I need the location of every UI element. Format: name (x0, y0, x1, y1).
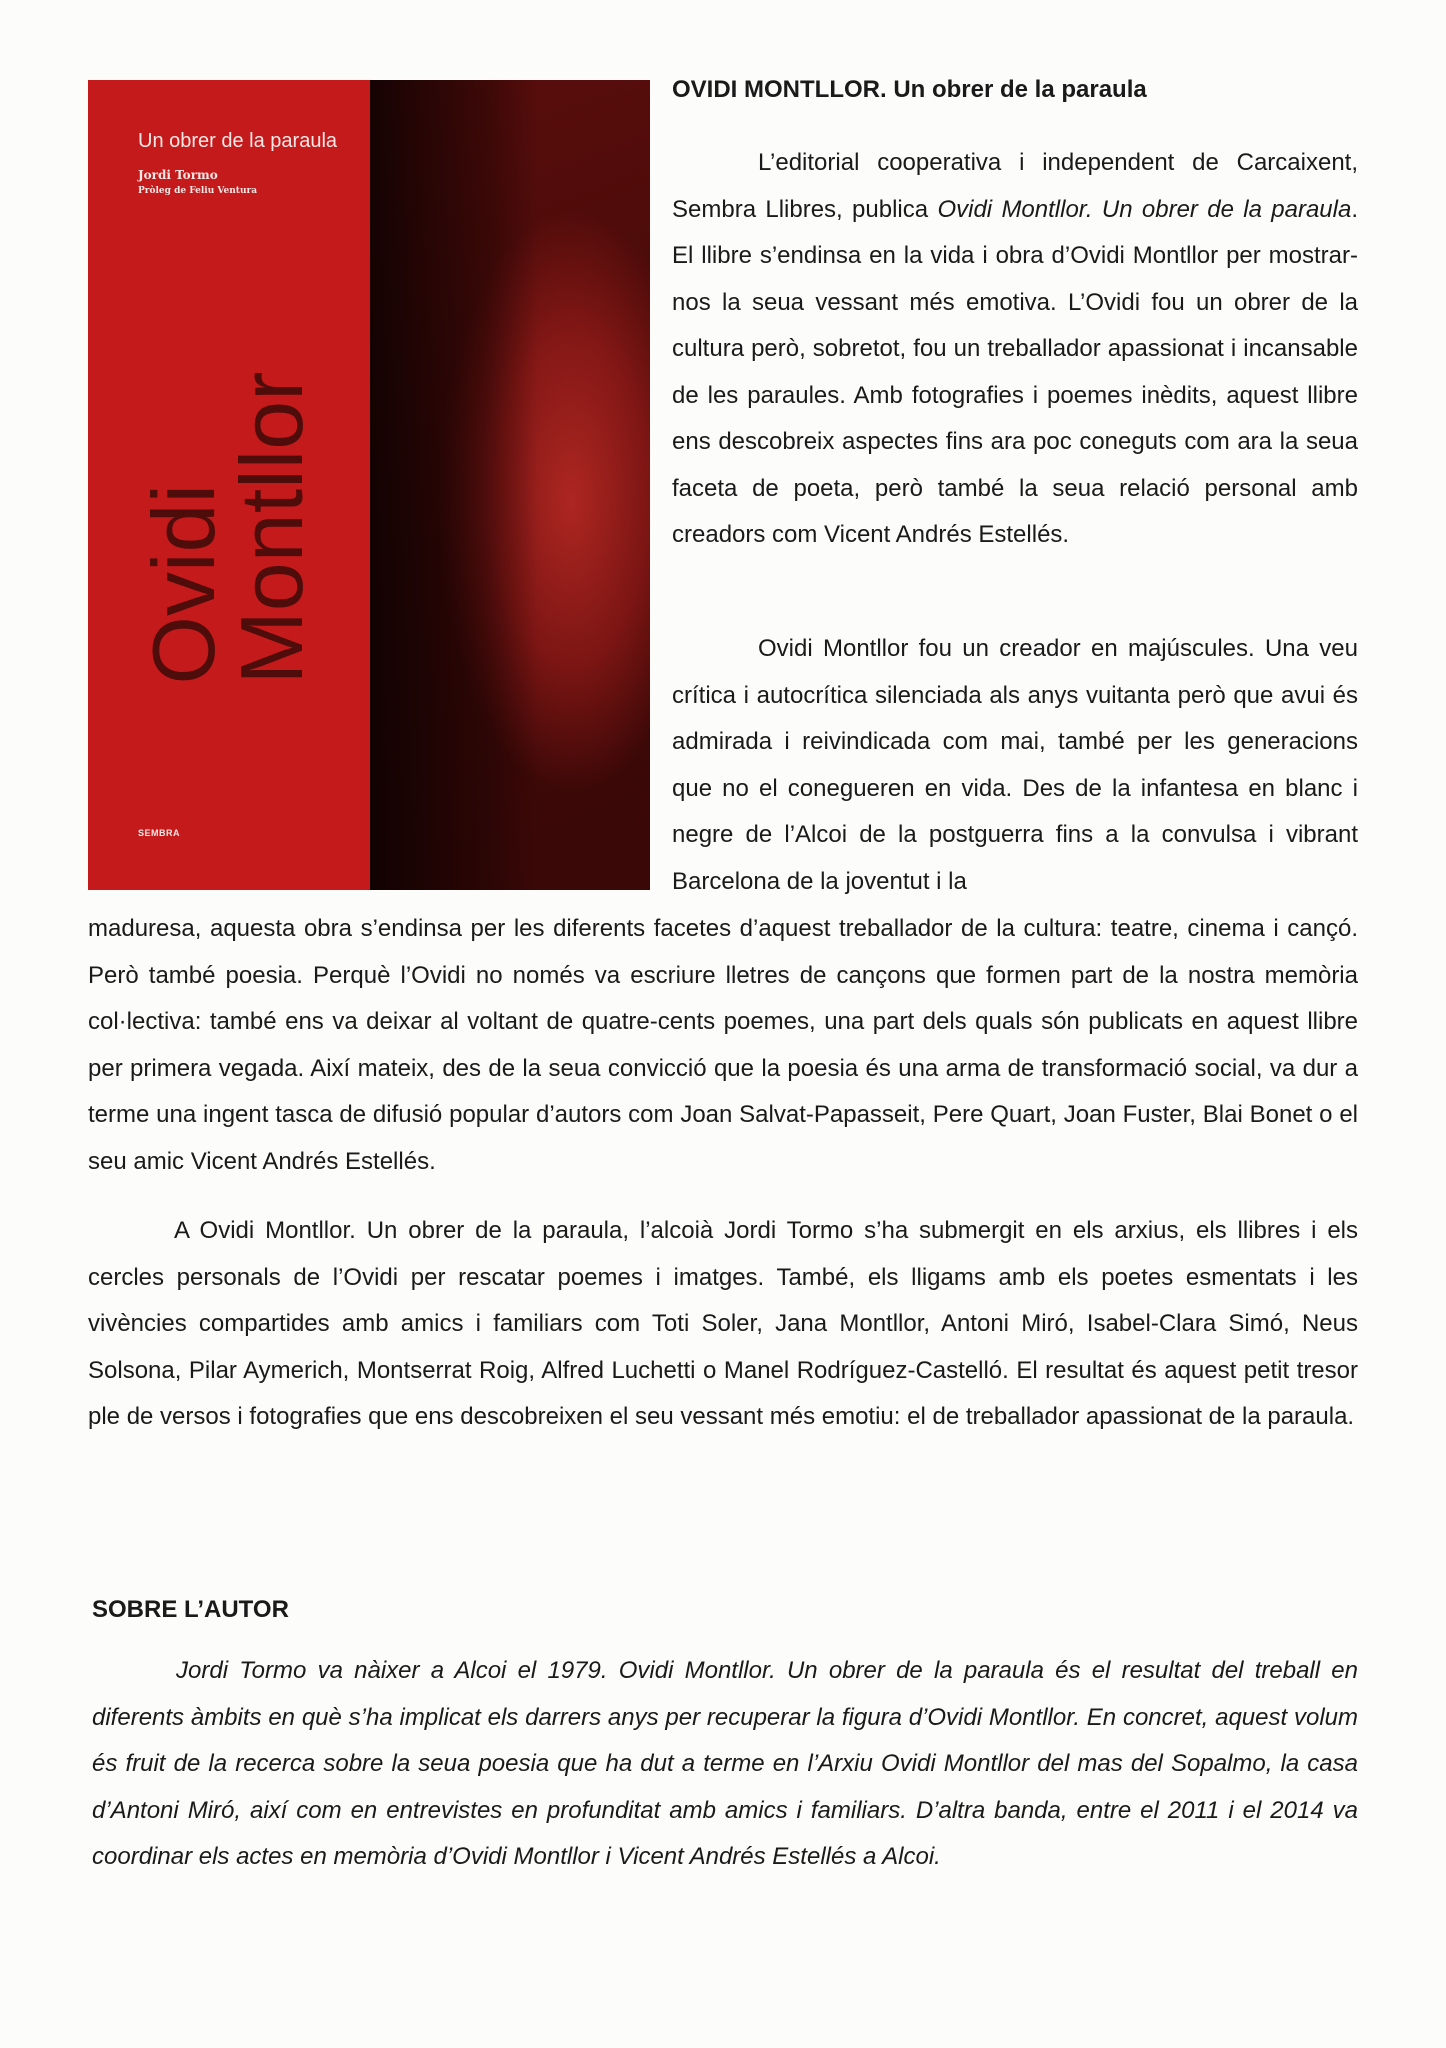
paragraph-research: A Ovidi Montllor. Un obrer de la paraula, l’alcoià Jordi Tormo s’ha submergit en els arxius, els llibres i els cercles personals de l’Ovidi per rescatar poemes i imatges. També, els lligams amb els poetes esmentats i les vivències compartides amb amics i familiars com Toti Soler, Jana Montllor, Antoni Miró, Isabel-Clara Simó, Neus Solsona, Pilar Aymerich, Montserrat Roig, Alfred Luchetti o Manel Rodríguez-Castelló. El resultat és aquest petit tresor ple de versos i fotografies que ens descobreixen el seu vessant més emotiu: el de treballador apassionat de la paraula. (88, 1217, 1358, 1430)
intro-text-end: . El llibre s’endinsa en la vida i obra d’Ovidi Montllor per mostrar-nos la seua vessant més emotiva. L’Ovidi fou un obrer de la cultura però, sobretot, fou un treballador apassionat i incansable de les paraules. Amb fotografies i poemes inèdits, aquest llibre ens descobreix aspectes fins ara poc coneguts com ara la seua faceta de poeta, però també la seua relació personal amb creadors com Vicent Andrés Estellés. (672, 195, 1359, 548)
author-section-heading: SOBRE L’AUTOR (92, 1596, 289, 1623)
cover-title-line1: Ovidi (134, 483, 233, 685)
intro-text-start: L’editorial cooperativa i independent de Carcaixent, Sembra Llibres, publica (672, 149, 1358, 223)
author-bio: Jordi Tormo va nàixer a Alcoi el 1979. Ovidi Montllor. Un obrer de la paraula és el resultat del treball en diferents àmbits en què s’ha implicat els darrers anys per recuperar la figura d’Ovidi Montllor. En concret, aquest volum és fruit de la recerca sobre la seua poesia que ha dut a terme en l’Arxiu Ovidi Montllor del mas del Sopalmo, la casa d’Antoni Miró, així com en entrevistes en profunditat amb amics i familiars. D’altra banda, entre el 2011 i el 2014 va coordinar els actes en memòria d’Ovidi Montllor i Vicent Andrés Estellés a Alcoi. (92, 1657, 1358, 1870)
intro-book-title: Ovidi Montllor. Un obrer de la paraula (937, 195, 1352, 223)
cover-subtitle: Un obrer de la paraula (138, 130, 338, 152)
cover-red-panel (88, 80, 370, 890)
cover-prologue: Pròleg de Feliu Ventura (138, 186, 258, 196)
cover-portrait-photo (370, 80, 650, 890)
paragraph-creator-continued: maduresa, aquesta obra s’endinsa per les diferents facetes d’aquest treballador de la cultura: teatre, cinema i cançó. Però també poesia. Perquè l’Ovidi no només va escriure lletres de cançons que formen part de la nostra memòria col·lectiva: també ens va deixar al voltant de quatre-cents poemes, una part dels quals són publicats en aquest llibre per primera vegada. Així mateix, des de la seua convicció que la poesia és una arma de transformació social, va dur a terme una ingent tasca de difusió popular d’autors com Joan Salvat-Papasseit, Pere Quart, Joan Fuster, Blai Bonet o el seu amic Vicent Andrés Estellés. (88, 915, 1358, 1175)
cover-author: Jordi Tormo (138, 168, 218, 182)
cover-title-line2: Montllor (222, 371, 321, 685)
article-title: OVIDI MONTLLOR. Un obrer de la paraula (672, 76, 1147, 103)
paragraph-creator-start: Ovidi Montllor fou un creador en majúscules. Una veu crítica i autocrítica silenciada als anys vuitanta però que avui és admirada i reivindicada com mai, també per les generacions que no el conegueren en vida. Des de la infantesa en blanc i negre de l’Alcoi de la postguerra fins a la convulsa i vibrant Barcelona de la joventut i la (672, 635, 1358, 895)
cover-title-vertical (134, 371, 321, 685)
cover-publisher: SEMBRA (138, 828, 181, 838)
paragraph-intro (672, 140, 1358, 559)
book-cover-image (88, 80, 650, 890)
